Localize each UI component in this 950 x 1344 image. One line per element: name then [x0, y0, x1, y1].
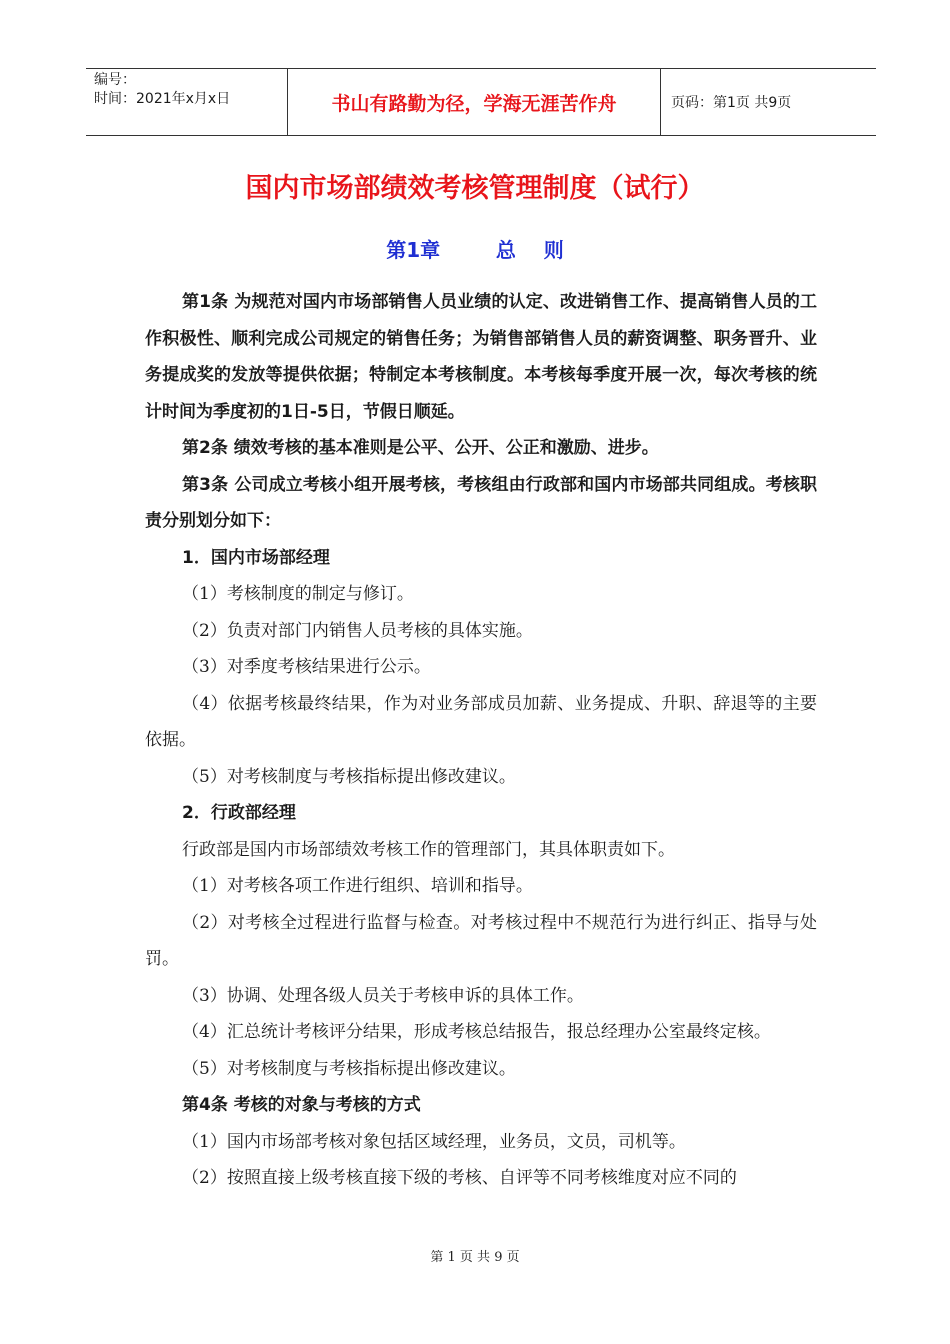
list-item: （4）依据考核最终结果，作为对业务部成员加薪、业务提成、升职、辞退等的主要依据。: [145, 693, 817, 750]
list-item: （3）对季度考核结果进行公示。: [182, 657, 431, 677]
list-item: （1）对考核各项工作进行组织、培训和指导。: [182, 876, 533, 896]
number-label: 编号：: [94, 72, 136, 88]
document-body: [145, 284, 817, 1197]
list-item: （1）国内市场部考核对象包括区域经理，业务员，文员，司机等。: [182, 1131, 686, 1152]
header-meta: [86, 69, 288, 135]
paragraph: 行政部是国内市场部绩效考核工作的管理部门，其具体职责如下。: [182, 839, 675, 860]
list-item: （5）对考核制度与考核指标提出修改建议。: [182, 766, 516, 787]
article-1: 第1条 为规范对国内市场部销售人员业绩的认定、改进销售工作、提高销售人员的工作积极性、顺利完成公司规定的销售任务；为销售部销售人员的薪资调整、职务晋升、业务提成奖的发放等提供依据；特制定本考核制度。本考核每季度开展一次，每次考核的统计时间为季度初的1日-5日，节假日顺延。: [145, 292, 817, 422]
header-page-info: 页码：第1页 共9页: [671, 95, 792, 111]
article-4: 第4条 考核的对象与考核的方式: [182, 1095, 421, 1115]
document-title: 国内市场部绩效考核管理制度（试行）: [245, 173, 705, 204]
list-item: （5）对考核制度与考核指标提出修改建议。: [182, 1058, 516, 1079]
article-3: 第3条 公司成立考核小组开展考核，考核组由行政部和国内市场部共同组成。考核职责分别划分如下：: [145, 474, 817, 531]
list-item: （4）汇总统计考核评分结果，形成考核总结报告，报总经理办公室最终定核。: [182, 1022, 771, 1042]
chapter-heading: 第1章 总 则: [386, 238, 564, 262]
list-item: （2）负责对部门内销售人员考核的具体实施。: [182, 620, 533, 641]
section-heading: 1．国内市场部经理: [182, 547, 330, 568]
list-item: （2）按照直接上级考核直接下级的考核、自评等不同考核维度对应不同的: [182, 1168, 737, 1188]
article-2: 第2条 绩效考核的基本准则是公平、公开、公正和激励、进步。: [182, 438, 659, 458]
header-motto: 书山有路勤为径，学海无涯苦作舟: [288, 69, 661, 135]
list-item: （2）对考核全过程进行监督与检查。对考核过程中不规范行为进行纠正、指导与处罚。: [145, 912, 817, 969]
section-heading: 2．行政部经理: [182, 803, 296, 823]
list-item: （1）考核制度的制定与修订。: [182, 584, 414, 604]
header-table: [86, 68, 876, 136]
list-item: （3）协调、处理各级人员关于考核申诉的具体工作。: [182, 985, 584, 1006]
time-label: 时间：2021年x月x日: [94, 91, 231, 107]
page-footer: 第 1 页 共 9 页: [430, 1250, 520, 1265]
